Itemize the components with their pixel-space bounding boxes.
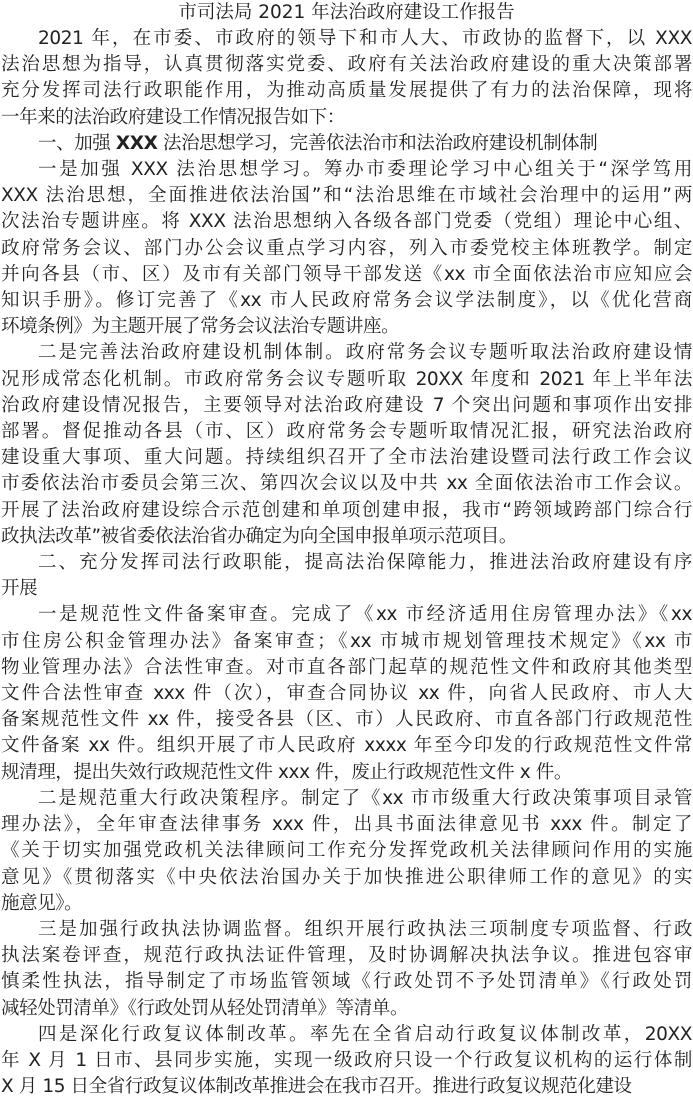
paragraph-line: 《关于切实加强党政机关法律顾问工作充分发挥党政机关法律顾问作用的实施 — [1, 840, 692, 862]
paragraph-line: 二是完善法治政府建设机制体制。政府常务会议专题听取法治政府建设情 — [38, 342, 692, 364]
paragraph-line: 法治思想为指导，认真贯彻落实党委、政府有关法治政府建设的重大决策部署 — [1, 54, 692, 76]
paragraph-line: 一、加强 XXX 法治思想学习，完善依法治市和法治政府建设机制体制 — [38, 132, 598, 154]
paragraph — [1, 26, 692, 131]
paragraph-line: 政执法改革”被省委依法治省办确定为向全国申报单项示范项目。 — [1, 525, 517, 547]
paragraph-line: 市住房公积金管理办法》备案审查；《xx 市城市规划管理技术规定》《xx 市 — [1, 630, 692, 652]
paragraph-line: 建设重大事项、重大问题。持续组织召开了全市法治建设暨司法行政工作会议 — [1, 447, 692, 469]
paragraph-line: 充分发挥司法行政职能作用，为推动高质量发展提供了有力的法治保障，现将 — [1, 80, 692, 102]
paragraph-line: 二是规范重大行政决策程序。制定了《xx 市市级重大行政决策事项目录管 — [38, 787, 692, 809]
paragraph-line: 市委依法治市委员会第三次、第四次会议以及中共 xx 全面依法治市工作会议。 — [1, 473, 692, 495]
paragraph-line: 并向各县（市、区）及市有关部门领导干部发送《xx 市全面依法治市应知应会 — [1, 263, 692, 285]
paragraph — [1, 550, 692, 602]
paragraph-line: 一是规范性文件备案审查。完成了《xx 市经济适用住房管理办法》《xx — [38, 604, 692, 626]
paragraph-line: 文件备案 xx 件。组织开展了市人民政府 xxxx 年至今印发的行政规范性文件常 — [1, 735, 692, 757]
paragraph-line: 二、充分发挥司法行政职能，提高法治保障能力，推进法治政府建设有序 — [38, 552, 692, 574]
paragraph — [1, 917, 692, 1022]
paragraph-line: 施意见》。 — [1, 892, 83, 914]
paragraph — [1, 786, 692, 917]
paragraph-line: 部署。督促推动各县（市、区）政府常务会专题听取情况汇报，研究法治政府 — [1, 421, 692, 443]
paragraph-line: 治政府建设情况报告，主要领导对法治政府建设 7 个突出问题和事项作出安排 — [1, 394, 692, 416]
paragraph-line: 慎柔性执法，指导制定了市场监管领域《行政处罚不予处罚清单》《行政处罚 — [1, 971, 692, 993]
paragraph — [1, 157, 692, 340]
paragraph-line: 意见》《贯彻落实《中央依法治国办关于加快推进公职律师工作的意见》的实 — [1, 866, 692, 888]
paragraph-line: 年 X 月 1 日市、县同步实施，实现一级政府只设一个行政复议机构的运行体制 — [1, 1049, 692, 1071]
paragraph-line: 开展了法治政府建设综合示范创建和单项创建申报，我市“跨领域跨部门综合行 — [1, 499, 692, 521]
paragraph-line: 执法案卷评查，规范行政执法证件管理，及时协调解决执法争议。推进包容审 — [1, 945, 692, 967]
paragraph — [1, 131, 692, 157]
paragraph — [1, 1022, 692, 1100]
paragraph — [1, 602, 692, 785]
paragraph-line: 理办法》，全年审查法律事务 xxx 件，出具书面法律意见书 xxx 件。制定了 — [1, 814, 692, 836]
paragraph-line: 知识手册》。修订完善了《xx 市人民政府常务会议学法制度》，以《优化营商 — [1, 290, 692, 312]
paragraph — [1, 340, 692, 550]
paragraph-line: 一年来的法治政府建设工作情况报告如下： — [1, 106, 345, 128]
paragraph-line: 备案规范性文件 xx 件，接受各县（区、市）人民政府、市直各部门行政规范性 — [1, 709, 692, 731]
paragraph-line: 2021 年，在市委、市政府的领导下和市人大、市政协的监督下，以 XXX — [38, 28, 692, 49]
paragraph-line: X 月 15 日全省行政复议体制改革推进会在我市召开。推进行政复议规范化建设 — [1, 1076, 632, 1098]
paragraph-line: 文件合法性审查 xxx 件（次），审查合同协议 xx 件，向省人民政府、市人大 — [1, 683, 692, 705]
paragraph-line: 一是加强 XXX 法治思想学习。筹办市委理论学习中心组关于“深学笃用 — [38, 159, 692, 181]
paragraph-line: 四是深化行政复议体制改革。率先在全省启动行政复议体制改革，20XX — [38, 1023, 692, 1045]
paragraph-line: 减轻处罚清单》《行政处罚从轻处罚清单》等清单。 — [1, 997, 409, 1019]
paragraph-line: 物业管理办法》合法性审查。对市直各部门起草的规范性文件和政府其他类型 — [1, 656, 692, 678]
paragraph-line: 环境条例》为主题开展了常务会议法治专题讲座。 — [1, 316, 400, 338]
paragraph-line: 况形成常态化机制。市政府常务会议专题听取 20XX 年度和 2021 年上半年法 — [1, 368, 692, 390]
document-title: 市司法局 2021 年法治政府建设工作报告 — [178, 2, 515, 23]
document-body — [1, 26, 692, 1100]
paragraph-line: 次法治专题讲座。将 XXX 法治思想纳入各级各部门党委（党组）理论中心组、 — [1, 211, 692, 233]
paragraph-line: 政府常务会议、部门办公会议重点学习内容，列入市委党校主体班教学。制定 — [1, 237, 692, 259]
paragraph-line: 三是加强行政执法协调监督。组织开展行政执法三项制度专项监督、行政 — [38, 918, 692, 940]
paragraph-line: 开展 — [1, 578, 38, 600]
paragraph-line: 规清理，提出失效行政规范性文件 xxx 件，废止行政规范性文件 x 件。 — [1, 761, 572, 783]
paragraph-line: XXX 法治思想，全面推进依法治国”和“法治思维在市域社会治理中的运用”两 — [1, 185, 692, 207]
